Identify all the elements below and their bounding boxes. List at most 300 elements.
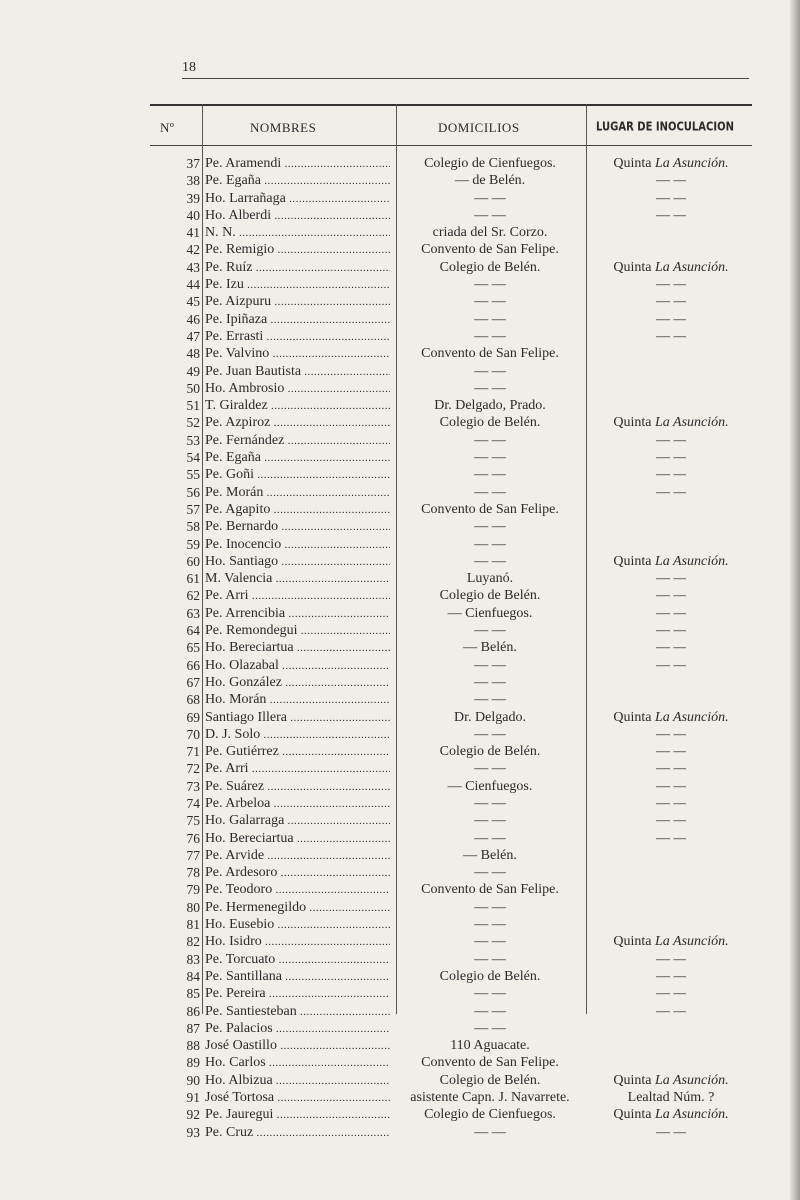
row-lugar bbox=[588, 466, 754, 483]
row-number: 50 bbox=[186, 380, 200, 396]
row-domicilio: — — bbox=[474, 674, 506, 690]
page-edge-shadow bbox=[790, 0, 800, 1200]
table-row bbox=[150, 1020, 752, 1037]
row-name: Ho. Larrañaga ..... bbox=[205, 190, 390, 208]
row-number: 85 bbox=[186, 986, 200, 1002]
table-row bbox=[150, 536, 752, 553]
row-number: 67 bbox=[186, 674, 200, 690]
row-lugar-italic: — bbox=[673, 986, 686, 1002]
table-row bbox=[150, 311, 752, 328]
row-domicilio: Colegio de Belén. bbox=[439, 588, 541, 604]
row-lugar-italic: — bbox=[673, 761, 686, 777]
row-name: Pe. Torcuato ..... bbox=[205, 951, 390, 969]
row-name: Pe. Azpiroz ..... bbox=[205, 414, 390, 432]
page-number: 18 bbox=[182, 60, 196, 75]
row-lugar-prefix: — bbox=[656, 813, 671, 829]
row-lugar-prefix: — bbox=[656, 432, 671, 448]
row-name: José Oastillo ..... bbox=[205, 1037, 390, 1055]
row-domicilio: — — bbox=[474, 207, 506, 223]
table-row bbox=[150, 190, 752, 207]
row-number: 93 bbox=[186, 1124, 200, 1140]
row-number: 76 bbox=[186, 830, 200, 846]
table-row bbox=[150, 657, 752, 674]
row-lugar bbox=[588, 657, 754, 674]
row-name: N. N. ..... bbox=[205, 224, 390, 242]
row-lugar bbox=[588, 587, 754, 604]
row-lugar-prefix: Quinta bbox=[613, 259, 652, 275]
row-name: Pe. Arbeloa ..... bbox=[205, 795, 390, 813]
row-number: 56 bbox=[186, 484, 200, 500]
row-domicilio: — — bbox=[474, 432, 506, 448]
row-number: 38 bbox=[186, 173, 200, 189]
row-name: Ho. Olazabal ..... bbox=[205, 657, 390, 675]
row-number: 47 bbox=[186, 328, 200, 344]
row-number: 55 bbox=[186, 467, 200, 483]
row-lugar-prefix: — bbox=[656, 795, 671, 811]
row-lugar-italic: — bbox=[673, 1124, 686, 1140]
row-domicilio: — — bbox=[474, 830, 506, 846]
table-row bbox=[150, 345, 752, 362]
row-name: Pe. Aizpuru ..... bbox=[205, 293, 390, 311]
row-name: Pe. Gutiérrez ..... bbox=[205, 743, 390, 761]
row-name: Pe. Valvino ..... bbox=[205, 345, 390, 363]
row-lugar bbox=[588, 743, 754, 760]
row-name: Pe. Santillana ..... bbox=[205, 968, 390, 986]
row-number: 60 bbox=[186, 553, 200, 569]
row-number: 48 bbox=[186, 346, 200, 362]
row-lugar-italic: — bbox=[673, 726, 686, 742]
row-domicilio: — — bbox=[474, 553, 506, 569]
row-lugar-prefix: — bbox=[656, 1003, 671, 1019]
row-number: 42 bbox=[186, 242, 200, 258]
table-row bbox=[150, 812, 752, 829]
row-lugar-italic: La Asunción. bbox=[654, 259, 729, 275]
row-lugar-prefix: Quinta bbox=[613, 934, 652, 950]
row-lugar bbox=[588, 293, 754, 310]
row-number: 43 bbox=[186, 259, 200, 275]
row-name: Pe. Teodoro ..... bbox=[205, 881, 390, 899]
table-row bbox=[150, 639, 752, 656]
row-domicilio: Convento de San Felipe. bbox=[421, 1055, 559, 1071]
row-lugar bbox=[588, 622, 754, 639]
row-lugar-italic: — bbox=[673, 294, 686, 310]
row-lugar-prefix: Quinta bbox=[613, 709, 652, 725]
row-name: Pe. Goñi ..... bbox=[205, 466, 390, 484]
row-lugar-italic: La Asunción. bbox=[654, 1072, 729, 1088]
row-number: 90 bbox=[186, 1072, 200, 1088]
row-name: Pe. Inocencio ..... bbox=[205, 536, 390, 554]
row-number: 69 bbox=[186, 709, 200, 725]
row-name: Pe. Bernardo ..... bbox=[205, 518, 390, 536]
row-lugar bbox=[588, 933, 754, 950]
row-lugar-prefix: — bbox=[656, 173, 671, 189]
row-name: Ho. Isidro ..... bbox=[205, 933, 390, 951]
row-lugar bbox=[588, 259, 754, 276]
row-lugar-italic: — bbox=[673, 778, 686, 794]
row-lugar-prefix: Quinta bbox=[613, 553, 652, 569]
row-lugar-italic: — bbox=[673, 484, 686, 500]
row-domicilio: Dr. Delgado, Prado. bbox=[434, 398, 546, 414]
row-number: 61 bbox=[186, 571, 200, 587]
row-domicilio: — Cienfuegos. bbox=[447, 778, 533, 794]
row-domicilio: — — bbox=[474, 623, 506, 639]
row-lugar-italic: — bbox=[673, 588, 686, 604]
row-lugar-prefix: — bbox=[656, 190, 671, 206]
row-name: Ho. Albizua ..... bbox=[205, 1072, 390, 1090]
row-number: 40 bbox=[186, 207, 200, 223]
table-row bbox=[150, 397, 752, 414]
row-number: 70 bbox=[186, 726, 200, 742]
row-lugar-prefix: Quinta bbox=[613, 1072, 652, 1088]
row-number: 78 bbox=[186, 865, 200, 881]
row-lugar bbox=[588, 570, 754, 587]
row-number: 66 bbox=[186, 657, 200, 673]
row-lugar bbox=[588, 190, 754, 207]
table-row bbox=[150, 691, 752, 708]
row-domicilio: — — bbox=[474, 657, 506, 673]
row-number: 79 bbox=[186, 882, 200, 898]
row-lugar-italic: — bbox=[673, 951, 686, 967]
row-lugar bbox=[588, 311, 754, 328]
row-domicilio: — Belén. bbox=[463, 847, 517, 863]
table-row bbox=[150, 1089, 752, 1106]
row-domicilio: — — bbox=[474, 294, 506, 310]
row-lugar-prefix: — bbox=[656, 726, 671, 742]
row-domicilio: Convento de San Felipe. bbox=[421, 242, 559, 258]
row-lugar bbox=[588, 985, 754, 1002]
row-domicilio: Convento de San Felipe. bbox=[421, 346, 559, 362]
table-row bbox=[150, 432, 752, 449]
table-row bbox=[150, 795, 752, 812]
row-domicilio: Convento de San Felipe. bbox=[421, 501, 559, 517]
row-domicilio: — — bbox=[474, 899, 506, 915]
row-domicilio: — — bbox=[474, 380, 506, 396]
row-lugar bbox=[588, 830, 754, 847]
row-number: 44 bbox=[186, 277, 200, 293]
table-row bbox=[150, 1003, 752, 1020]
table-row bbox=[150, 501, 752, 518]
row-domicilio: — — bbox=[474, 934, 506, 950]
table-row bbox=[150, 933, 752, 950]
row-number: 82 bbox=[186, 934, 200, 950]
row-lugar-italic: — bbox=[673, 968, 686, 984]
row-lugar-italic: — bbox=[673, 657, 686, 673]
row-number: 41 bbox=[186, 225, 200, 241]
row-number: 86 bbox=[186, 1003, 200, 1019]
row-name: M. Valencia ..... bbox=[205, 570, 390, 588]
row-number: 87 bbox=[186, 1020, 200, 1036]
row-lugar bbox=[588, 432, 754, 449]
row-lugar bbox=[588, 605, 754, 622]
row-name: Ho. Alberdi ..... bbox=[205, 207, 390, 225]
row-lugar bbox=[588, 968, 754, 985]
row-number: 64 bbox=[186, 623, 200, 639]
row-domicilio: — — bbox=[474, 761, 506, 777]
row-number: 49 bbox=[186, 363, 200, 379]
row-name: Ho. Santiago ..... bbox=[205, 553, 390, 571]
row-domicilio: 110 Aguacate. bbox=[450, 1038, 530, 1054]
table-row bbox=[150, 916, 752, 933]
row-lugar bbox=[588, 1072, 754, 1089]
row-number: 68 bbox=[186, 692, 200, 708]
table-row bbox=[150, 864, 752, 881]
row-lugar-italic: La Asunción. bbox=[654, 553, 729, 569]
table-row bbox=[150, 1054, 752, 1071]
table-row bbox=[150, 881, 752, 898]
row-number: 52 bbox=[186, 415, 200, 431]
row-lugar bbox=[588, 172, 754, 189]
row-lugar-italic: — bbox=[673, 328, 686, 344]
row-domicilio: — — bbox=[474, 1020, 506, 1036]
row-number: 84 bbox=[186, 968, 200, 984]
row-name: Pe. Santiesteban ..... bbox=[205, 1003, 390, 1021]
row-domicilio: Colegio de Belén. bbox=[439, 415, 541, 431]
row-lugar bbox=[588, 328, 754, 345]
row-domicilio: Colegio de Belén. bbox=[439, 744, 541, 760]
row-lugar-prefix: Quinta bbox=[613, 1107, 652, 1123]
row-lugar bbox=[588, 449, 754, 466]
table-row bbox=[150, 466, 752, 483]
row-lugar-prefix: — bbox=[656, 986, 671, 1002]
row-number: 81 bbox=[186, 917, 200, 933]
row-lugar-italic: — bbox=[673, 813, 686, 829]
row-number: 65 bbox=[186, 640, 200, 656]
row-lugar-prefix: — bbox=[656, 328, 671, 344]
row-lugar-italic: — bbox=[673, 623, 686, 639]
row-number: 51 bbox=[186, 398, 200, 414]
row-name: Pe. Jauregui ..... bbox=[205, 1106, 390, 1124]
row-number: 75 bbox=[186, 813, 200, 829]
row-lugar-prefix: — bbox=[656, 277, 671, 293]
table-row bbox=[150, 241, 752, 258]
row-number: 45 bbox=[186, 294, 200, 310]
row-lugar-italic: — bbox=[673, 450, 686, 466]
row-name: Pe. Arrencibia ..... bbox=[205, 605, 390, 623]
table-row bbox=[150, 1124, 752, 1141]
header-rule bbox=[150, 145, 752, 146]
row-domicilio: — — bbox=[474, 1003, 506, 1019]
row-domicilio: — — bbox=[474, 536, 506, 552]
row-domicilio: — — bbox=[474, 484, 506, 500]
row-domicilio: — — bbox=[474, 190, 506, 206]
table-row bbox=[150, 1072, 752, 1089]
row-lugar-prefix: — bbox=[656, 778, 671, 794]
header-nombres: NOMBRES bbox=[250, 120, 317, 135]
row-lugar-italic: La Asunción. bbox=[654, 415, 729, 431]
table-row bbox=[150, 830, 752, 847]
row-name: Ho. Carlos ..... bbox=[205, 1054, 390, 1072]
row-name: T. Giraldez ..... bbox=[205, 397, 390, 415]
row-number: 62 bbox=[186, 588, 200, 604]
row-number: 83 bbox=[186, 951, 200, 967]
row-name: Pe. Palacios ..... bbox=[205, 1020, 390, 1038]
table-row bbox=[150, 899, 752, 916]
row-lugar-prefix: — bbox=[656, 951, 671, 967]
row-lugar-italic: — bbox=[673, 432, 686, 448]
row-domicilio: Luyanó. bbox=[466, 571, 514, 587]
row-name: Pe. Errasti ..... bbox=[205, 328, 390, 346]
row-number: 63 bbox=[186, 605, 200, 621]
table-row bbox=[150, 414, 752, 431]
row-lugar-prefix: Quinta bbox=[613, 415, 652, 431]
table-row bbox=[150, 553, 752, 570]
row-number: 88 bbox=[186, 1038, 200, 1054]
row-lugar-prefix: — bbox=[656, 605, 671, 621]
row-number: 53 bbox=[186, 432, 200, 448]
row-lugar bbox=[588, 951, 754, 968]
table-row bbox=[150, 449, 752, 466]
row-domicilio: — — bbox=[474, 692, 506, 708]
row-name: Ho. Bereciartua ..... bbox=[205, 830, 390, 848]
table-row bbox=[150, 743, 752, 760]
row-lugar bbox=[588, 1003, 754, 1020]
row-name: Pe. Cruz ..... bbox=[205, 1124, 390, 1142]
row-domicilio: — — bbox=[474, 865, 506, 881]
row-domicilio: Colegio de Belén. bbox=[439, 968, 541, 984]
row-domicilio: Dr. Delgado. bbox=[454, 709, 526, 725]
row-name: Pe. Pereira ..... bbox=[205, 985, 390, 1003]
row-name: Ho. Galarraga ..... bbox=[205, 812, 390, 830]
row-lugar-prefix: — bbox=[656, 207, 671, 223]
row-lugar-italic: La Asunción. bbox=[654, 934, 729, 950]
row-lugar-prefix: — bbox=[656, 623, 671, 639]
row-domicilio: Colegio de Cienfuegos. bbox=[424, 156, 556, 171]
header-lugar: LUGAR DE INOCULACION bbox=[596, 120, 734, 135]
table-row bbox=[150, 276, 752, 293]
row-lugar bbox=[588, 276, 754, 293]
row-lugar-italic: — bbox=[673, 277, 686, 293]
table-row bbox=[150, 207, 752, 224]
row-name: Pe. Fernández ..... bbox=[205, 432, 390, 450]
row-number: 59 bbox=[186, 536, 200, 552]
table-row bbox=[150, 328, 752, 345]
row-name: Pe. Aramendi ..... bbox=[205, 155, 390, 173]
row-name: Pe. Suárez ..... bbox=[205, 778, 390, 796]
table-row bbox=[150, 760, 752, 777]
row-domicilio: Convento de San Felipe. bbox=[421, 882, 559, 898]
row-number: 92 bbox=[186, 1107, 200, 1123]
table-row bbox=[150, 968, 752, 985]
row-number: 58 bbox=[186, 519, 200, 535]
row-lugar-prefix: — bbox=[656, 640, 671, 656]
row-lugar-italic: — bbox=[673, 190, 686, 206]
table-row bbox=[150, 1037, 752, 1054]
row-name: Pe. Remondegui ..... bbox=[205, 622, 390, 640]
row-number: 57 bbox=[186, 501, 200, 517]
row-number: 39 bbox=[186, 190, 200, 206]
row-lugar-italic: La Asunción. bbox=[654, 156, 729, 171]
header-domicilios: DOMICILIOS bbox=[438, 120, 520, 135]
row-lugar bbox=[588, 795, 754, 812]
row-domicilio: — — bbox=[474, 726, 506, 742]
row-lugar-italic: — bbox=[673, 207, 686, 223]
row-lugar bbox=[588, 553, 754, 570]
row-lugar-prefix: — bbox=[656, 1124, 671, 1140]
table-top-rule bbox=[150, 104, 752, 106]
row-name: Ho. González ..... bbox=[205, 674, 390, 692]
row-lugar-prefix: — bbox=[656, 761, 671, 777]
table-row bbox=[150, 570, 752, 587]
row-lugar-italic: La Asunción. bbox=[654, 1107, 729, 1123]
row-lugar-italic: — bbox=[673, 830, 686, 846]
row-lugar bbox=[588, 760, 754, 777]
table-row bbox=[150, 674, 752, 691]
row-name: Pe. Arri ..... bbox=[205, 587, 390, 605]
row-number: 71 bbox=[186, 744, 200, 760]
row-domicilio: — Cienfuegos. bbox=[447, 605, 533, 621]
table-row bbox=[150, 847, 752, 864]
table-row bbox=[150, 155, 752, 172]
top-rule bbox=[182, 78, 749, 79]
table-row bbox=[150, 293, 752, 310]
table-row bbox=[150, 1106, 752, 1123]
table-row bbox=[150, 363, 752, 380]
row-domicilio: asistente Capn. J. Navarrete. bbox=[410, 1090, 570, 1106]
table-row bbox=[150, 484, 752, 501]
row-domicilio: Colegio de Belén. bbox=[439, 259, 541, 275]
row-lugar bbox=[588, 639, 754, 656]
row-number: 46 bbox=[186, 311, 200, 327]
row-name: Pe. Ardesoro ..... bbox=[205, 864, 390, 882]
table-row bbox=[150, 259, 752, 276]
table-row bbox=[150, 951, 752, 968]
header-num: Nº bbox=[160, 120, 175, 135]
row-lugar bbox=[588, 1106, 754, 1123]
row-number: 91 bbox=[186, 1090, 200, 1106]
row-lugar-italic: — bbox=[673, 605, 686, 621]
row-domicilio: Colegio de Belén. bbox=[439, 1072, 541, 1088]
row-lugar-prefix: — bbox=[656, 311, 671, 327]
row-lugar bbox=[588, 812, 754, 829]
row-number: 72 bbox=[186, 761, 200, 777]
table-row bbox=[150, 587, 752, 604]
row-lugar-prefix: — bbox=[656, 744, 671, 760]
row-lugar-italic: — bbox=[673, 173, 686, 189]
row-domicilio: — — bbox=[474, 795, 506, 811]
row-lugar-prefix: — bbox=[656, 484, 671, 500]
row-domicilio: criada del Sr. Corzo. bbox=[432, 225, 548, 241]
row-lugar-italic: — bbox=[673, 640, 686, 656]
row-name: Ho. Bereciartua ..... bbox=[205, 639, 390, 657]
table-row bbox=[150, 985, 752, 1002]
row-number: 77 bbox=[186, 847, 200, 863]
row-name: Pe. Ruíz ..... bbox=[205, 259, 390, 277]
table-row bbox=[150, 778, 752, 795]
row-lugar bbox=[588, 709, 754, 726]
row-domicilio: — — bbox=[474, 450, 506, 466]
row-lugar-italic: — bbox=[673, 467, 686, 483]
row-name: Pe. Ipiñaza ..... bbox=[205, 311, 390, 329]
row-domicilio: — — bbox=[474, 363, 506, 379]
table-row bbox=[150, 709, 752, 726]
row-lugar-prefix: — bbox=[656, 467, 671, 483]
row-domicilio: — — bbox=[474, 328, 506, 344]
row-name: Pe. Juan Bautista ..... bbox=[205, 363, 390, 381]
row-lugar bbox=[588, 1124, 754, 1141]
row-domicilio: — — bbox=[474, 277, 506, 293]
row-domicilio: — Belén. bbox=[463, 640, 517, 656]
row-number: 73 bbox=[186, 778, 200, 794]
row-name: Santiago Illera ..... bbox=[205, 709, 390, 727]
row-number: 80 bbox=[186, 899, 200, 915]
table-row bbox=[150, 622, 752, 639]
row-name: Pe. Hermenegildo ..... bbox=[205, 899, 390, 917]
row-name: Pe. Morán ..... bbox=[205, 484, 390, 502]
row-lugar bbox=[588, 778, 754, 795]
row-domicilio: — — bbox=[474, 1124, 506, 1140]
row-domicilio: — — bbox=[474, 311, 506, 327]
row-domicilio: — — bbox=[474, 813, 506, 829]
